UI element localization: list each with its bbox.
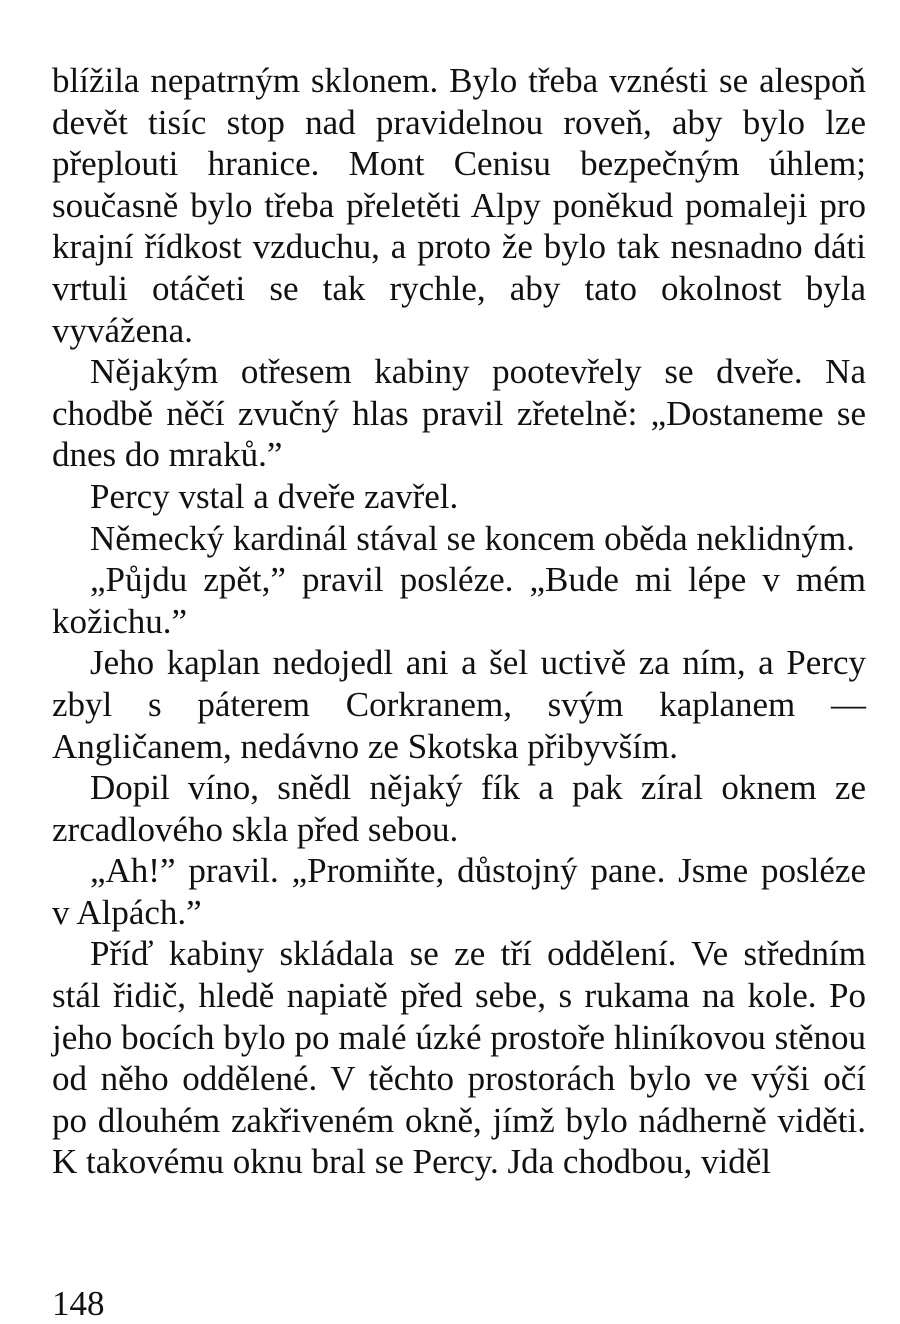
paragraph: Příď kabiny skládala se ze tří oddělení. Ve středním stál řidič, hledě napiatě před sebe, s rukama na kole. Po jeho bocích bylo po malé úzké prostoře hliníkovou stěnou od něho oddělené. V těchto prostorách bylo ve výši očí po dlouhém zakřiveném okně, jímž bylo nádherně viděti. K takovému oknu bral se Percy. Jda chodbou, viděl xyxy=(52,934,866,1182)
paragraph: „Ah!” pravil. „Promiňte, důstojný pane. Jsme posléze v Alpách.” xyxy=(52,851,866,932)
page-number: 148 xyxy=(52,1284,105,1323)
paragraph: Percy vstal a dveře zavřel. xyxy=(90,476,459,516)
paragraph: Jeho kaplan nedojedl ani a šel uctivě za ním, a Percy zbyl s páterem Corkranem, svým kaplanem — Angličanem, nedávno ze Skotska přibyvším. xyxy=(52,643,866,766)
paragraph: blížila nepatrným sklonem. Bylo třeba vznésti se alespoň devět tisíc stop nad pravidelnou roveň, aby bylo lze přeplouti hranice. Mont Cenisu bezpečným úhlem; současně bylo třeba přeletěti Alpy poněkud pomaleji pro krajní řídkost vzduchu, a proto že bylo tak nesnadno dáti vrtuli otáčeti se tak rychle, aby tato okolnost byla vyvážena. xyxy=(52,61,866,350)
paragraph: Německý kardinál stával se koncem oběda neklidným. xyxy=(90,518,855,558)
paragraph: Nějakým otřesem kabiny pootevřely se dveře. Na chodbě něčí zvučný hlas pravil zřetelně: „Dostaneme se dnes do mraků.” xyxy=(52,352,866,475)
page-body-text xyxy=(52,60,866,1183)
paragraph: Dopil víno, snědl nějaký fík a pak zíral oknem ze zrcadlového skla před sebou. xyxy=(52,768,866,849)
paragraph: „Půjdu zpět,” pravil posléze. „Bude mi lépe v mém kožichu.” xyxy=(52,560,866,641)
